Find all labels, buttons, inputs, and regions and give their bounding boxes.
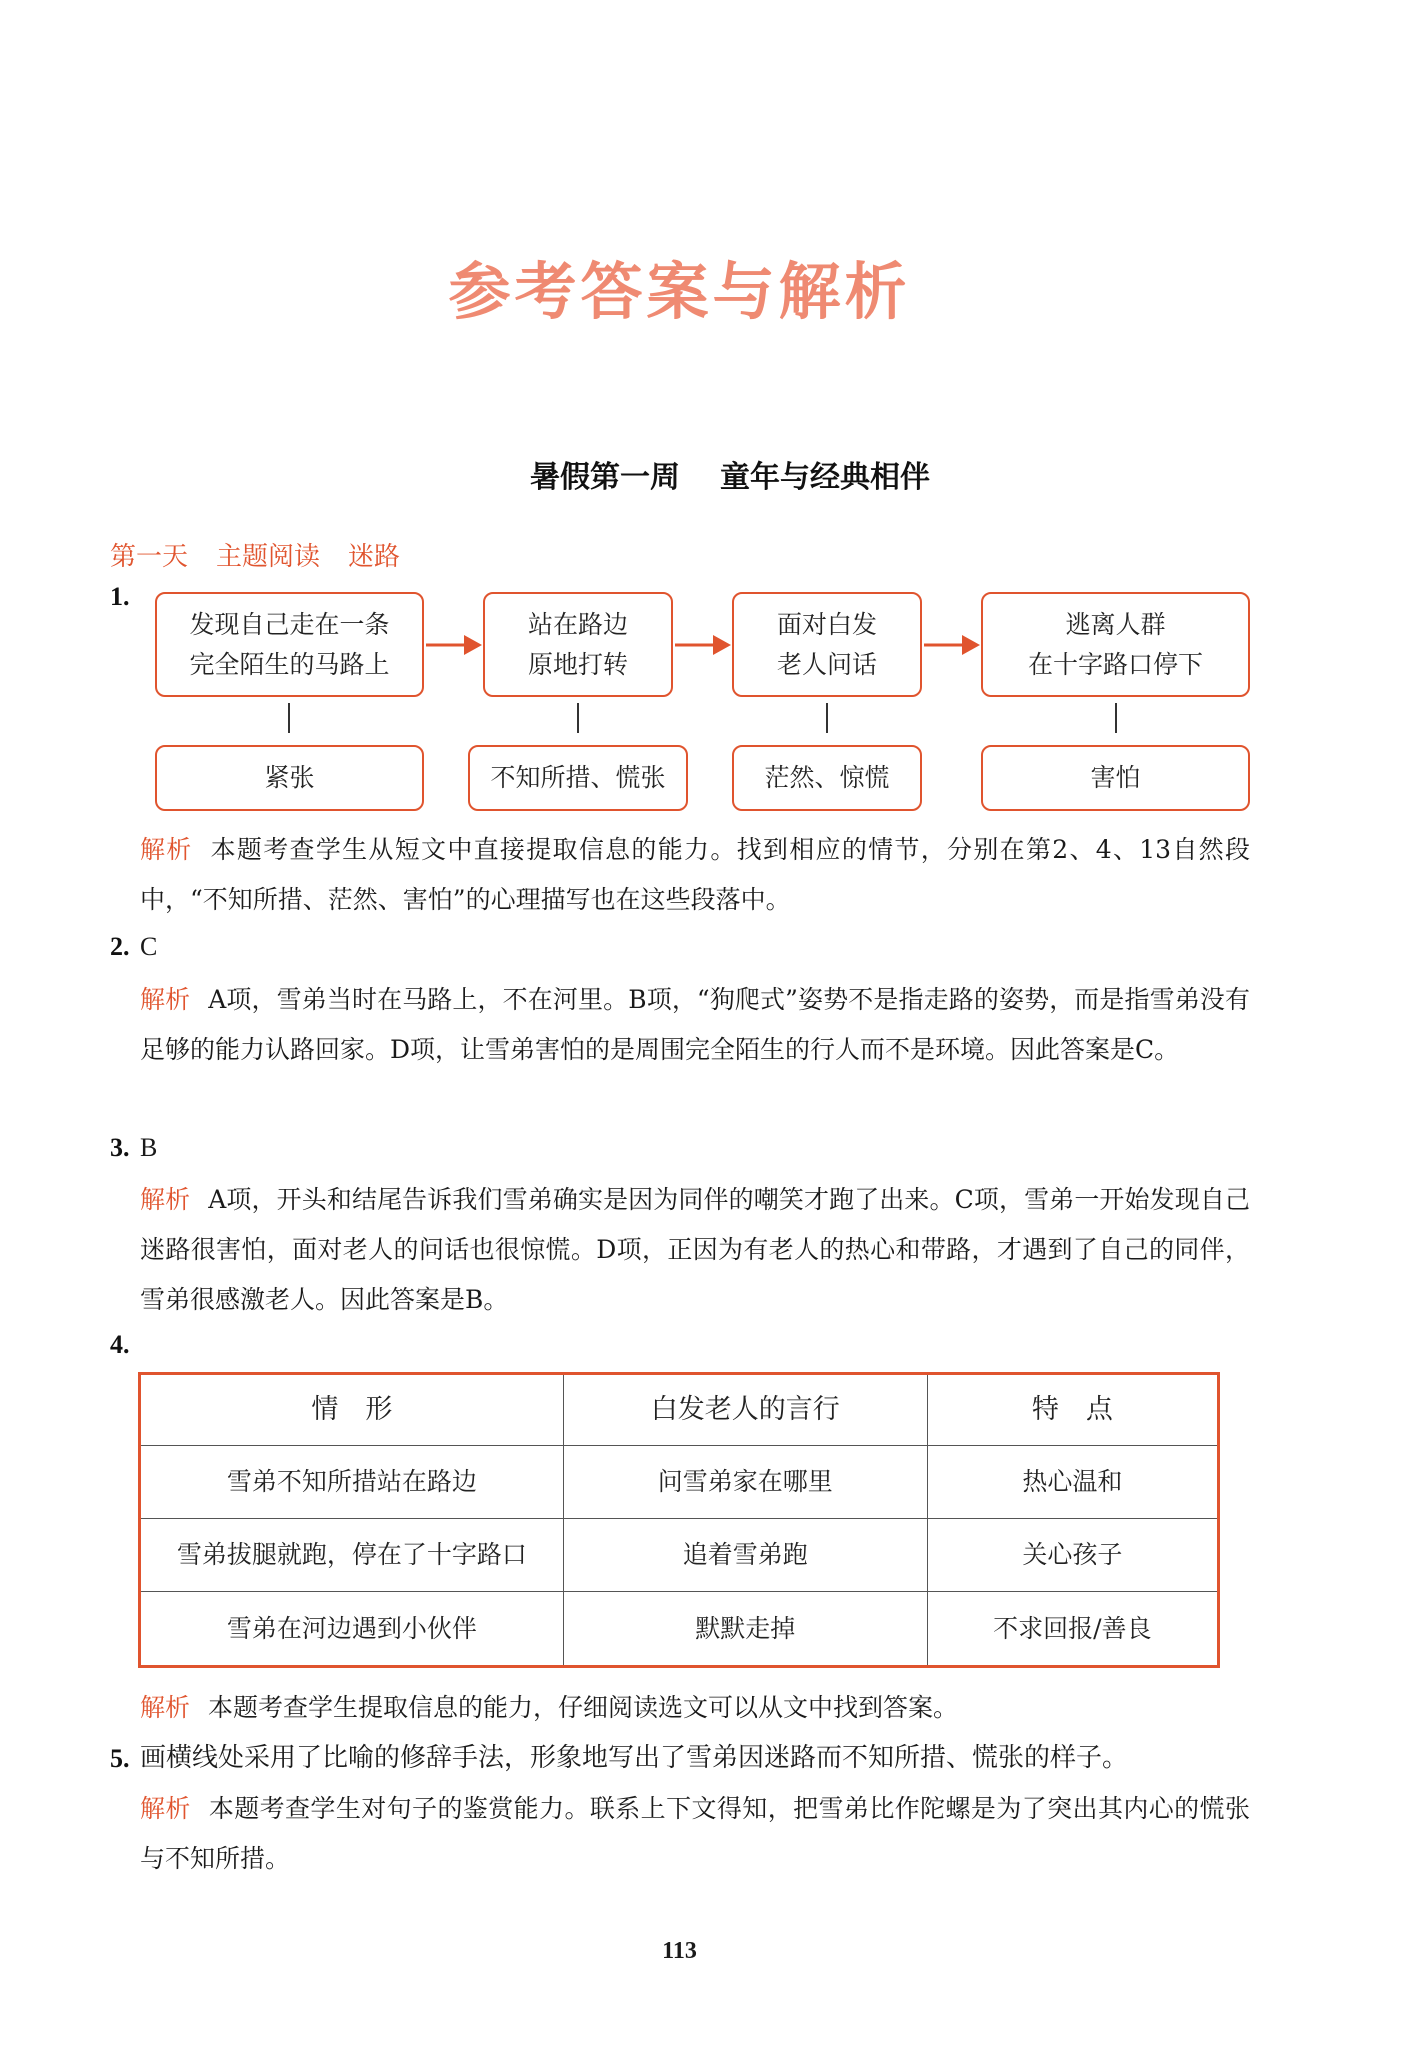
day-topic: 迷路 xyxy=(348,542,401,572)
question-number: 2. xyxy=(110,932,130,961)
arrow-right-icon xyxy=(673,630,733,660)
table-header-row xyxy=(140,1374,1219,1446)
week-theme: 童年与经典相伴 xyxy=(720,460,930,495)
table-cell: 雪弟在河边遇到小伙伴 xyxy=(140,1592,564,1667)
answer-text: B xyxy=(140,1133,158,1162)
flow-box-line: 逃离人群 xyxy=(1065,609,1166,639)
feeling-box: 害怕 xyxy=(981,745,1250,811)
analysis-paragraph xyxy=(140,1683,1250,1733)
table-row xyxy=(140,1592,1219,1667)
feeling-box: 不知所措、慌张 xyxy=(468,745,688,811)
flow-box xyxy=(981,592,1250,697)
table-row xyxy=(140,1519,1219,1592)
analysis-text: 本题考查学生对句子的鉴赏能力。联系上下文得知，把雪弟比作陀螺是为了突出其内心的慌张与不知所措。 xyxy=(140,1794,1250,1873)
table-header: 特 点 xyxy=(927,1374,1218,1446)
analysis-paragraph xyxy=(140,825,1250,925)
analysis-label: 解析 xyxy=(140,1794,191,1823)
flow-box-line: 发现自己走在一条 xyxy=(189,609,390,639)
table-header: 情 形 xyxy=(140,1374,564,1446)
connector-line xyxy=(1115,703,1117,733)
week-label: 暑假第一周 xyxy=(530,460,680,495)
feeling-box: 紧张 xyxy=(155,745,424,811)
flow-box xyxy=(155,592,424,697)
analysis-paragraph xyxy=(140,975,1250,1075)
analysis-label: 解析 xyxy=(140,835,193,864)
feeling-box: 茫然、惊慌 xyxy=(732,745,922,811)
analysis-paragraph xyxy=(140,1175,1250,1325)
table-cell: 问雪弟家在哪里 xyxy=(563,1446,927,1519)
page-title: 参考答案与解析 xyxy=(448,255,911,328)
table-cell: 关心孩子 xyxy=(927,1519,1218,1592)
table-row xyxy=(140,1446,1219,1519)
analysis-label: 解析 xyxy=(140,1693,191,1722)
flow-box-line: 面对白发 xyxy=(776,609,877,639)
question-number: 5. xyxy=(110,1744,130,1773)
flow-box-line: 站在路边 xyxy=(527,609,628,639)
page-number: 113 xyxy=(662,1938,697,1964)
answer-text: 画横线处采用了比喻的修辞手法，形象地写出了雪弟因迷路而不知所措、慌张的样子。 xyxy=(140,1743,1129,1773)
analysis-label: 解析 xyxy=(140,1185,191,1214)
flow-box xyxy=(483,592,673,697)
analysis-text: 本题考查学生从短文中直接提取信息的能力。找到相应的情节，分别在第2、4、13自然段中，“不知所措、茫然、害怕”的心理描写也在这些段落中。 xyxy=(140,835,1250,914)
connector-line xyxy=(826,703,828,733)
table-cell: 雪弟不知所措站在路边 xyxy=(140,1446,564,1519)
week-title xyxy=(0,452,1409,496)
analysis-text: A项，雪弟当时在马路上，不在河里。B项，“狗爬式”姿势不是指走路的姿势，而是指雪弟没有足够的能力认路回家。D项，让雪弟害怕的是周围完全陌生的行人而不是环境。因此答案是C。 xyxy=(140,985,1250,1064)
flow-box-line: 完全陌生的马路上 xyxy=(189,649,390,679)
question-number: 1. xyxy=(110,582,130,611)
flow-box-line: 原地打转 xyxy=(527,649,628,679)
arrow-right-icon xyxy=(424,630,484,660)
day-label: 第一天 xyxy=(110,542,189,572)
day-theme: 主题阅读 xyxy=(216,542,321,572)
day-title xyxy=(110,536,428,573)
flow-box-line: 老人问话 xyxy=(776,649,877,679)
table-cell: 热心温和 xyxy=(927,1446,1218,1519)
table-cell: 默默走掉 xyxy=(563,1592,927,1667)
connector-line xyxy=(288,703,290,733)
analysis-text: 本题考查学生提取信息的能力，仔细阅读选文可以从文中找到答案。 xyxy=(208,1693,959,1722)
table-cell: 追着雪弟跑 xyxy=(563,1519,927,1592)
question-number: 4. xyxy=(110,1330,130,1359)
answer-table xyxy=(138,1372,1220,1668)
connector-line xyxy=(577,703,579,733)
analysis-paragraph xyxy=(140,1784,1250,1884)
analysis-text: A项，开头和结尾告诉我们雪弟确实是因为同伴的嘲笑才跑了出来。C项，雪弟一开始发现自己迷路很害怕，面对老人的问话也很惊慌。D项，正因为有老人的热心和带路，才遇到了自己的同伴，雪弟很感激老人。因此答案是B。 xyxy=(140,1185,1250,1314)
table-cell: 雪弟拔腿就跑，停在了十字路口 xyxy=(140,1519,564,1592)
table-header: 白发老人的言行 xyxy=(563,1374,927,1446)
flow-box-line: 在十字路口停下 xyxy=(1027,649,1203,679)
answer-text: C xyxy=(140,932,158,961)
flow-box xyxy=(732,592,922,697)
table-cell: 不求回报/善良 xyxy=(927,1592,1218,1667)
arrow-right-icon xyxy=(922,630,982,660)
question-number: 3. xyxy=(110,1133,130,1162)
analysis-label: 解析 xyxy=(140,985,191,1014)
